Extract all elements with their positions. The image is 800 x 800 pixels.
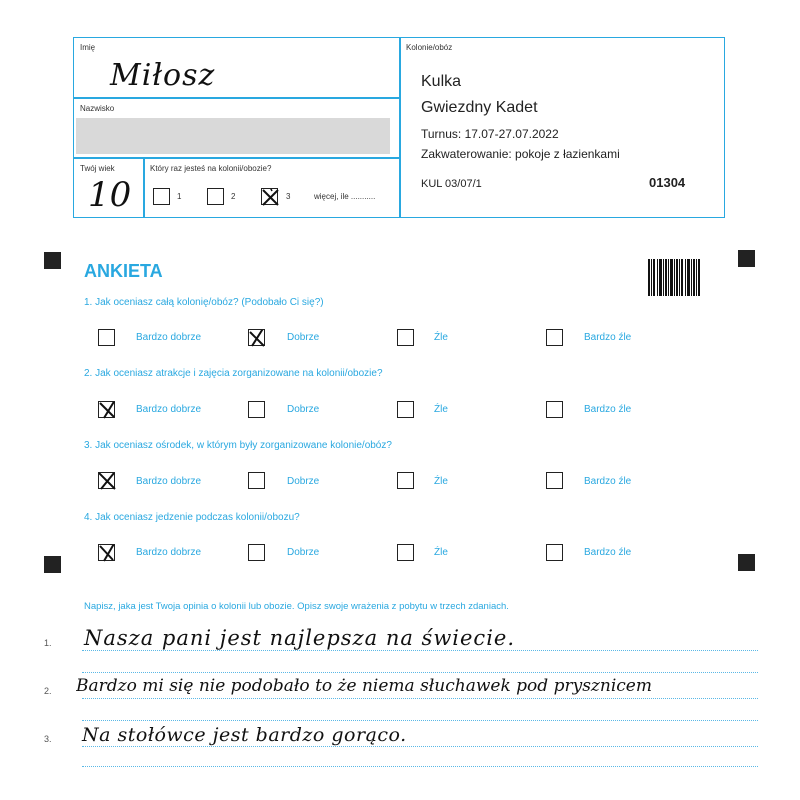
q4-label-bardzo-zle: Bardzo źle — [584, 547, 632, 558]
form-number: 01304 — [649, 175, 686, 190]
zakwaterowanie-text: Zakwaterowanie: pokoje z łazienkami — [421, 147, 620, 161]
checkmark-cross-icon — [99, 473, 116, 490]
visit-checkbox-2[interactable] — [207, 188, 224, 205]
divider-vertical-main — [399, 37, 401, 217]
answer-line-1b — [82, 672, 758, 673]
question-4-text: 4. Jak oceniasz jedzenie podczas kolonii/obozu? — [84, 512, 300, 523]
q4-label-bardzo-dobrze: Bardzo dobrze — [136, 547, 202, 558]
registration-mark-top-left — [44, 252, 61, 269]
q3-checkbox-zle[interactable] — [397, 472, 414, 489]
wiek-label: Twój wiek — [80, 164, 115, 173]
kolonia-name: Kulka — [421, 73, 462, 90]
q1-checkbox-zle[interactable] — [397, 329, 414, 346]
kolonia-label: Kolonie/obóz — [406, 43, 453, 52]
answer-line-3a — [82, 746, 758, 747]
line-number-2: 2. — [44, 686, 52, 696]
checkmark-cross-icon — [99, 402, 116, 419]
q2-label-zle: Źle — [434, 404, 448, 415]
q2-checkbox-bardzo-dobrze[interactable] — [98, 401, 115, 418]
answer-handwritten-1: Nasza pani jest najlepsza na świecie. — [84, 626, 516, 650]
q3-label-bardzo-dobrze: Bardzo dobrze — [136, 476, 202, 487]
visit-option-2: 2 — [231, 192, 236, 201]
answer-line-3b — [82, 766, 758, 767]
registration-mark-top-right — [738, 250, 755, 267]
q2-label-bardzo-dobrze: Bardzo dobrze — [136, 404, 202, 415]
q4-checkbox-bardzo-zle[interactable] — [546, 544, 563, 561]
answer-line-2b — [82, 720, 758, 721]
nazwisko-label: Nazwisko — [80, 104, 115, 113]
answer-line-1a — [82, 650, 758, 651]
question-2-text: 2. Jak oceniasz atrakcje i zajęcia zorganizowane na kolonii/obozie? — [84, 368, 383, 379]
divider-surname-age — [73, 157, 400, 159]
question-3-text: 3. Jak oceniasz ośrodek, w którym były zorganizowane kolonie/obóz? — [84, 440, 392, 451]
checkmark-cross-icon — [99, 545, 116, 562]
q1-checkbox-dobrze[interactable] — [248, 329, 265, 346]
q1-checkbox-bardzo-zle[interactable] — [546, 329, 563, 346]
checkmark-cross-icon — [262, 189, 279, 206]
answer-handwritten-2: Bardzo mi się nie podobało to że niema słuchawek pod prysznicem — [76, 676, 652, 696]
q2-label-dobrze: Dobrze — [287, 404, 320, 415]
wiecej-label: więcej, ile ........... — [314, 192, 376, 201]
q3-label-bardzo-zle: Bardzo źle — [584, 476, 632, 487]
opinion-prompt: Napisz, jaka jest Twoja opinia o kolonii lub obozie. Opisz swoje wrażenia z pobytu w trzech zdaniach. — [84, 601, 509, 612]
visit-option-1: 1 — [177, 192, 182, 201]
q4-checkbox-bardzo-dobrze[interactable] — [98, 544, 115, 561]
q2-checkbox-zle[interactable] — [397, 401, 414, 418]
wiek-handwritten: 10 — [88, 175, 132, 215]
q4-checkbox-zle[interactable] — [397, 544, 414, 561]
ktory-raz-label: Który raz jesteś na kolonii/obozie? — [150, 164, 272, 173]
q3-checkbox-bardzo-dobrze[interactable] — [98, 472, 115, 489]
q3-checkbox-bardzo-zle[interactable] — [546, 472, 563, 489]
q3-checkbox-dobrze[interactable] — [248, 472, 265, 489]
divider-name-surname — [73, 97, 400, 99]
registration-mark-bottom-left — [44, 556, 61, 573]
kolonia-subname: Gwiezdny Kadet — [421, 99, 538, 116]
checkmark-cross-icon — [249, 330, 266, 347]
visit-checkbox-1[interactable] — [153, 188, 170, 205]
registration-mark-bottom-right — [738, 554, 755, 571]
imie-label: Imię — [80, 43, 96, 52]
turnus-text: Turnus: 17.07-27.07.2022 — [421, 127, 559, 141]
visit-option-3: 3 — [286, 192, 291, 201]
q1-label-bardzo-dobrze: Bardzo dobrze — [136, 332, 202, 343]
barcode-icon — [648, 259, 700, 296]
answer-handwritten-3: Na stołówce jest bardzo gorąco. — [82, 724, 407, 746]
survey-title: ANKIETA — [84, 261, 163, 281]
q1-checkbox-bardzo-dobrze[interactable] — [98, 329, 115, 346]
q3-label-zle: Źle — [434, 476, 448, 487]
visit-checkbox-3[interactable] — [261, 188, 278, 205]
q4-label-zle: Źle — [434, 547, 448, 558]
q4-checkbox-dobrze[interactable] — [248, 544, 265, 561]
imie-handwritten: Miłosz — [110, 58, 216, 93]
nazwisko-redaction — [76, 118, 390, 154]
q2-label-bardzo-zle: Bardzo źle — [584, 404, 632, 415]
question-1-text: 1. Jak oceniasz całą kolonię/obóz? (Podobało Ci się?) — [84, 297, 324, 308]
q1-label-bardzo-zle: Bardzo źle — [584, 332, 632, 343]
divider-age-visits — [143, 157, 145, 217]
q1-label-zle: Źle — [434, 332, 448, 343]
q3-label-dobrze: Dobrze — [287, 476, 320, 487]
kolonia-code: KUL 03/07/1 — [421, 178, 482, 190]
line-number-1: 1. — [44, 638, 52, 648]
q1-label-dobrze: Dobrze — [287, 332, 320, 343]
q2-checkbox-bardzo-zle[interactable] — [546, 401, 563, 418]
q2-checkbox-dobrze[interactable] — [248, 401, 265, 418]
answer-line-2a — [82, 698, 758, 699]
q4-label-dobrze: Dobrze — [287, 547, 320, 558]
line-number-3: 3. — [44, 734, 52, 744]
